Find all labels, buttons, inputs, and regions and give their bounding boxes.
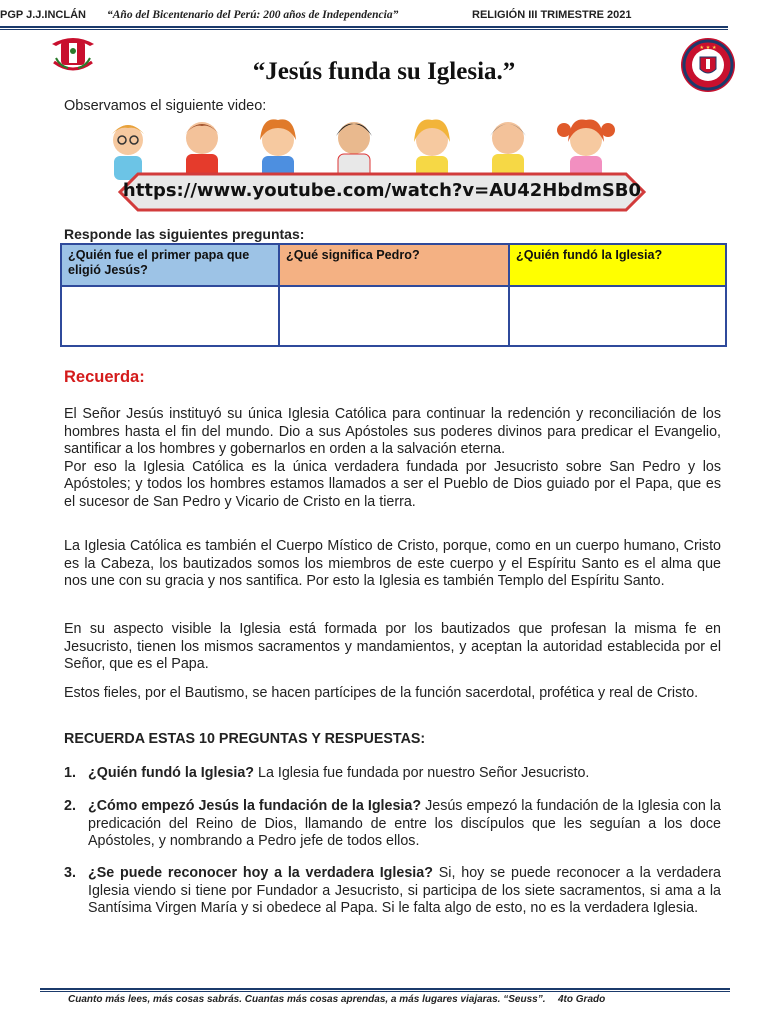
qa-question: ¿Cómo empezó Jesús la fundación de la Iglesia? (88, 798, 422, 814)
page-title: “Jesús funda su Iglesia.” (252, 58, 516, 85)
school-name: PGP J.J.INCLÁN (0, 9, 86, 21)
answer-cell-founder[interactable] (510, 287, 725, 345)
qa-item (64, 865, 721, 918)
qa-answer: Si, hoy se puede reconocer a la verdadera Iglesia viendo si tiene por Fundador a Jesucristo, si participa de los siete sacramentos, si ama a la Santísima Virgen María y si obedece al Papa. Si le falta algo de esto, no es la verdadera Iglesia. (88, 865, 721, 917)
video-link[interactable]: https://www.youtube.com/watch?v=AU42HbdmSB0 (122, 180, 642, 201)
qa-item (64, 798, 721, 851)
svg-text:★ ★ ★: ★ ★ ★ (699, 45, 717, 51)
qa-item (64, 765, 721, 783)
observe-label: Observamos el siguiente video: (64, 98, 267, 114)
paragraph: La Iglesia Católica es también el Cuerpo Místico de Cristo, porque, como en un cuerpo humano, Cristo es la Cabeza, los bautizados somos los miembros de este cuerpo y el Espíritu Santo es el alma que nos une con su gracia y nos santifica. Por esto la Iglesia es también Templo del Espíritu Santo. (64, 538, 721, 590)
question-cell-founder: ¿Quién fundó la Iglesia? (510, 245, 725, 285)
question-table (60, 243, 727, 347)
year-motto: “Año del Bicentenario del Perú: 200 años de Independencia” (107, 9, 399, 21)
header-divider (0, 26, 728, 28)
footer-divider (40, 988, 730, 990)
page-footer (68, 994, 606, 1005)
grade-label: 4to Grado (558, 994, 606, 1005)
answer-cell-meaning-pedro[interactable] (280, 287, 508, 345)
answer-cell-first-pope[interactable] (62, 287, 278, 345)
qa-heading: RECUERDA ESTAS 10 PREGUNTAS Y RESPUESTAS: (64, 731, 426, 747)
paragraph-text: Por eso la Iglesia Católica es la única verdadera fundada por Jesucristo sobre San Pedro y los Apóstoles; y todos los hombres estamos llamados a ser el Pueblo de Dios guiado por el Papa, que es el sucesor de San Pedro y Vicario de Cristo en la tierra. (64, 458, 721, 510)
header-divider-thin (0, 29, 728, 30)
subject-label: RELIGIÓN III TRIMESTRE 2021 (472, 9, 632, 21)
qa-answer: La Iglesia fue fundada por nuestro Señor Jesucristo. (254, 765, 590, 781)
paragraph: En su aspecto visible la Iglesia está formada por los bautizados que profesan la misma fe en Jesucristo, tienen los mismos sacramentos y mandamientos, y aceptan la autoridad establecida por el Señor, que es el Papa. (64, 621, 721, 673)
footer-divider-thin (40, 991, 730, 992)
question-cell-first-pope: ¿Quién fue el primer papa que eligió Jesús? (62, 245, 278, 285)
qa-question: ¿Se puede reconocer hoy a la verdadera Iglesia? (88, 865, 433, 881)
questions-heading: Responde las siguientes preguntas: (64, 226, 305, 242)
question-cell-meaning-pedro: ¿Qué significa Pedro? (280, 245, 508, 285)
children-illustration (92, 116, 652, 180)
paragraph-text: El Señor Jesús instituyó su única Iglesia Católica para continuar la redención y reconciliación de los hombres hasta el fin del mundo. Dio a sus Apóstoles sus poderes divinos para predicar el Evangelio, santificar a los hombres y gobernarlos en orden a la salvación eterna. (64, 406, 721, 458)
qa-number: 3. (64, 865, 76, 881)
recuerda-heading: Recuerda: (64, 368, 145, 386)
paragraph (64, 406, 721, 512)
qa-answer: Jesús empezó la fundación de la Iglesia con la predicación del Reino de Dios, llamando de entre los discípulos que les seguían a los doce Apóstoles, y nombrando a Pedro jefe de todos ellos. (88, 798, 721, 850)
paragraph: Estos fieles, por el Bautismo, se hacen partícipes de la función sacerdotal, profética y real de Cristo. (64, 685, 699, 701)
footer-quote: Cuanto más lees, más cosas sabrás. Cuantas más cosas aprendas, a más lugares viajaras. “Seuss”. (68, 994, 546, 1005)
qa-question: ¿Quién fundó la Iglesia? (88, 765, 255, 781)
page-header (0, 4, 768, 24)
qa-number: 2. (64, 798, 76, 814)
qa-number: 1. (64, 765, 76, 781)
